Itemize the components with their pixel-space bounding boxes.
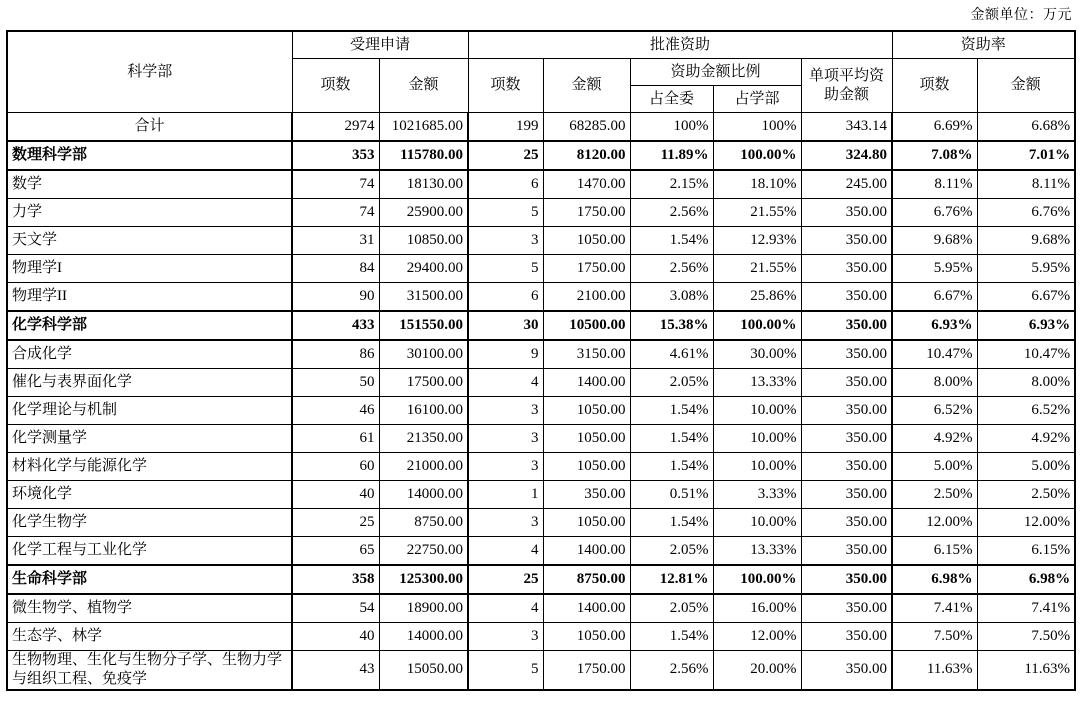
- table-row: [7, 537, 1075, 566]
- header-avg-amount: 单项平均资助金额: [801, 59, 892, 113]
- cell-value: 25: [292, 509, 379, 537]
- cell-value: 350.00: [801, 227, 892, 255]
- row-label: 力学: [7, 199, 292, 227]
- cell-value: 6: [468, 170, 543, 199]
- header-approved-amount: 金额: [543, 59, 630, 113]
- row-label: 数理科学部: [7, 141, 292, 170]
- table-row: [7, 623, 1075, 651]
- cell-value: 11.63%: [892, 651, 977, 690]
- table-row: [7, 594, 1075, 623]
- cell-value: 17500.00: [379, 369, 468, 397]
- cell-value: 2.50%: [977, 481, 1075, 509]
- cell-value: 25: [468, 141, 543, 170]
- cell-value: 5: [468, 199, 543, 227]
- cell-value: 15.38%: [630, 311, 713, 340]
- cell-value: 30100.00: [379, 340, 468, 369]
- cell-value: 350.00: [801, 565, 892, 594]
- header-ratio-group: 资助金额比例: [630, 59, 801, 86]
- cell-value: 100.00%: [713, 565, 801, 594]
- cell-value: 6.68%: [977, 113, 1075, 142]
- header-accepted-items: 项数: [292, 59, 379, 113]
- row-label: 化学科学部: [7, 311, 292, 340]
- cell-value: 115780.00: [379, 141, 468, 170]
- cell-value: 46: [292, 397, 379, 425]
- row-label: 天文学: [7, 227, 292, 255]
- table-row: [7, 283, 1075, 312]
- cell-value: 10.00%: [713, 397, 801, 425]
- row-label: 环境化学: [7, 481, 292, 509]
- cell-value: 3: [468, 425, 543, 453]
- cell-value: 6.98%: [977, 565, 1075, 594]
- cell-value: 1.54%: [630, 623, 713, 651]
- cell-value: 68285.00: [543, 113, 630, 142]
- row-label: 合成化学: [7, 340, 292, 369]
- cell-value: 40: [292, 623, 379, 651]
- cell-value: 54: [292, 594, 379, 623]
- cell-value: 2100.00: [543, 283, 630, 312]
- cell-value: 353: [292, 141, 379, 170]
- cell-value: 6.76%: [892, 199, 977, 227]
- cell-value: 1750.00: [543, 651, 630, 690]
- cell-value: 125300.00: [379, 565, 468, 594]
- cell-value: 12.00%: [892, 509, 977, 537]
- row-label: 材料化学与能源化学: [7, 453, 292, 481]
- cell-value: 2.05%: [630, 594, 713, 623]
- header-row-groups: [7, 31, 1075, 59]
- cell-value: 84: [292, 255, 379, 283]
- header-accepted-amount: 金额: [379, 59, 468, 113]
- cell-value: 65: [292, 537, 379, 566]
- table-row: [7, 453, 1075, 481]
- cell-value: 6.93%: [977, 311, 1075, 340]
- row-label: 生命科学部: [7, 565, 292, 594]
- cell-value: 4.61%: [630, 340, 713, 369]
- cell-value: 12.00%: [977, 509, 1075, 537]
- cell-value: 7.01%: [977, 141, 1075, 170]
- cell-value: 9.68%: [892, 227, 977, 255]
- cell-value: 1.54%: [630, 453, 713, 481]
- cell-value: 40: [292, 481, 379, 509]
- row-label: 化学工程与工业化学: [7, 537, 292, 566]
- cell-value: 358: [292, 565, 379, 594]
- cell-value: 22750.00: [379, 537, 468, 566]
- cell-value: 1400.00: [543, 537, 630, 566]
- cell-value: 4: [468, 537, 543, 566]
- cell-value: 433: [292, 311, 379, 340]
- cell-value: 1470.00: [543, 170, 630, 199]
- cell-value: 7.50%: [977, 623, 1075, 651]
- table-row: [7, 255, 1075, 283]
- cell-value: 1400.00: [543, 594, 630, 623]
- cell-value: 6.67%: [892, 283, 977, 312]
- header-rate-group: 资助率: [892, 31, 1075, 59]
- cell-value: 61: [292, 425, 379, 453]
- cell-value: 5: [468, 651, 543, 690]
- cell-value: 8.00%: [892, 369, 977, 397]
- header-ratio-committee: 占全委: [630, 86, 713, 113]
- table-row: [7, 651, 1075, 690]
- cell-value: 5.00%: [892, 453, 977, 481]
- cell-value: 3: [468, 623, 543, 651]
- cell-value: 2.50%: [892, 481, 977, 509]
- cell-value: 350.00: [801, 340, 892, 369]
- cell-value: 10850.00: [379, 227, 468, 255]
- cell-value: 6.52%: [892, 397, 977, 425]
- cell-value: 245.00: [801, 170, 892, 199]
- cell-value: 4: [468, 369, 543, 397]
- cell-value: 3: [468, 453, 543, 481]
- cell-value: 4: [468, 594, 543, 623]
- cell-value: 12.93%: [713, 227, 801, 255]
- table-row: [7, 425, 1075, 453]
- cell-value: 350.00: [801, 255, 892, 283]
- cell-value: 7.41%: [977, 594, 1075, 623]
- cell-value: 3: [468, 227, 543, 255]
- cell-value: 4.92%: [892, 425, 977, 453]
- cell-value: 31: [292, 227, 379, 255]
- cell-value: 350.00: [801, 623, 892, 651]
- cell-value: 25.86%: [713, 283, 801, 312]
- cell-value: 6.69%: [892, 113, 977, 142]
- cell-value: 2.05%: [630, 369, 713, 397]
- cell-value: 18.10%: [713, 170, 801, 199]
- cell-value: 21000.00: [379, 453, 468, 481]
- cell-value: 12.81%: [630, 565, 713, 594]
- table-header: [7, 31, 1075, 113]
- cell-value: 10.47%: [892, 340, 977, 369]
- table-row: [7, 481, 1075, 509]
- cell-value: 5: [468, 255, 543, 283]
- cell-value: 16100.00: [379, 397, 468, 425]
- row-label: 生物物理、生化与生物分子学、生物力学与组织工程、免疫学: [7, 651, 292, 690]
- cell-value: 350.00: [801, 651, 892, 690]
- cell-value: 11.63%: [977, 651, 1075, 690]
- cell-value: 4.92%: [977, 425, 1075, 453]
- cell-value: 9.68%: [977, 227, 1075, 255]
- cell-value: 1: [468, 481, 543, 509]
- cell-value: 5.95%: [892, 255, 977, 283]
- cell-value: 2.56%: [630, 651, 713, 690]
- cell-value: 1.54%: [630, 397, 713, 425]
- cell-value: 350.00: [801, 199, 892, 227]
- cell-value: 1050.00: [543, 623, 630, 651]
- cell-value: 1400.00: [543, 369, 630, 397]
- row-label: 化学理论与机制: [7, 397, 292, 425]
- cell-value: 10.47%: [977, 340, 1075, 369]
- cell-value: 7.08%: [892, 141, 977, 170]
- cell-value: 350.00: [801, 425, 892, 453]
- table-row: [7, 199, 1075, 227]
- cell-value: 3.33%: [713, 481, 801, 509]
- table-row: [7, 397, 1075, 425]
- cell-value: 6.15%: [892, 537, 977, 566]
- cell-value: 350.00: [801, 453, 892, 481]
- cell-value: 3.08%: [630, 283, 713, 312]
- cell-value: 343.14: [801, 113, 892, 142]
- cell-value: 1.54%: [630, 509, 713, 537]
- cell-value: 31500.00: [379, 283, 468, 312]
- cell-value: 8750.00: [379, 509, 468, 537]
- cell-value: 50: [292, 369, 379, 397]
- row-label: 合计: [7, 113, 292, 142]
- cell-value: 1050.00: [543, 453, 630, 481]
- cell-value: 1750.00: [543, 255, 630, 283]
- cell-value: 5.00%: [977, 453, 1075, 481]
- cell-value: 1.54%: [630, 425, 713, 453]
- cell-value: 350.00: [801, 397, 892, 425]
- table-body: [7, 113, 1075, 690]
- cell-value: 9: [468, 340, 543, 369]
- header-accepted-group: 受理申请: [292, 31, 468, 59]
- cell-value: 350.00: [801, 369, 892, 397]
- cell-value: 10.00%: [713, 425, 801, 453]
- cell-value: 100.00%: [713, 141, 801, 170]
- cell-value: 21350.00: [379, 425, 468, 453]
- row-label: 物理学II: [7, 283, 292, 312]
- cell-value: 25: [468, 565, 543, 594]
- cell-value: 30: [468, 311, 543, 340]
- header-ratio-department: 占学部: [713, 86, 801, 113]
- cell-value: 6: [468, 283, 543, 312]
- cell-value: 7.41%: [892, 594, 977, 623]
- cell-value: 2.56%: [630, 255, 713, 283]
- cell-value: 13.33%: [713, 369, 801, 397]
- cell-value: 6.76%: [977, 199, 1075, 227]
- row-label: 生态学、林学: [7, 623, 292, 651]
- cell-value: 3: [468, 509, 543, 537]
- cell-value: 1050.00: [543, 509, 630, 537]
- cell-value: 0.51%: [630, 481, 713, 509]
- cell-value: 21.55%: [713, 199, 801, 227]
- cell-value: 14000.00: [379, 623, 468, 651]
- header-approved-group: 批准资助: [468, 31, 892, 59]
- table-row: [7, 113, 1075, 142]
- cell-value: 6.15%: [977, 537, 1075, 566]
- cell-value: 8120.00: [543, 141, 630, 170]
- cell-value: 10500.00: [543, 311, 630, 340]
- table-row: [7, 369, 1075, 397]
- header-approved-items: 项数: [468, 59, 543, 113]
- cell-value: 1050.00: [543, 397, 630, 425]
- header-department: 科学部: [7, 31, 292, 113]
- cell-value: 8750.00: [543, 565, 630, 594]
- cell-value: 86: [292, 340, 379, 369]
- cell-value: 10.00%: [713, 453, 801, 481]
- table-row: [7, 227, 1075, 255]
- cell-value: 350.00: [801, 481, 892, 509]
- row-label: 化学生物学: [7, 509, 292, 537]
- cell-value: 1021685.00: [379, 113, 468, 142]
- cell-value: 2.05%: [630, 537, 713, 566]
- cell-value: 8.11%: [977, 170, 1075, 199]
- cell-value: 16.00%: [713, 594, 801, 623]
- funding-statistics-table: [6, 30, 1076, 691]
- row-label: 催化与表界面化学: [7, 369, 292, 397]
- cell-value: 12.00%: [713, 623, 801, 651]
- cell-value: 15050.00: [379, 651, 468, 690]
- cell-value: 100.00%: [713, 311, 801, 340]
- cell-value: 350.00: [801, 594, 892, 623]
- cell-value: 324.80: [801, 141, 892, 170]
- table-row: [7, 311, 1075, 340]
- cell-value: 8.00%: [977, 369, 1075, 397]
- cell-value: 30.00%: [713, 340, 801, 369]
- cell-value: 21.55%: [713, 255, 801, 283]
- amount-unit-note: 金额单位：万元: [970, 8, 1072, 23]
- cell-value: 25900.00: [379, 199, 468, 227]
- cell-value: 10.00%: [713, 509, 801, 537]
- cell-value: 6.93%: [892, 311, 977, 340]
- row-label: 物理学I: [7, 255, 292, 283]
- cell-value: 1050.00: [543, 425, 630, 453]
- row-label: 化学测量学: [7, 425, 292, 453]
- cell-value: 100%: [713, 113, 801, 142]
- cell-value: 350.00: [801, 537, 892, 566]
- header-rate-items: 项数: [892, 59, 977, 113]
- cell-value: 3150.00: [543, 340, 630, 369]
- table-row: [7, 340, 1075, 369]
- cell-value: 6.52%: [977, 397, 1075, 425]
- cell-value: 14000.00: [379, 481, 468, 509]
- cell-value: 6.67%: [977, 283, 1075, 312]
- cell-value: 74: [292, 199, 379, 227]
- cell-value: 6.98%: [892, 565, 977, 594]
- cell-value: 18130.00: [379, 170, 468, 199]
- cell-value: 2.56%: [630, 199, 713, 227]
- cell-value: 350.00: [801, 509, 892, 537]
- cell-value: 1750.00: [543, 199, 630, 227]
- cell-value: 2974: [292, 113, 379, 142]
- cell-value: 43: [292, 651, 379, 690]
- cell-value: 8.11%: [892, 170, 977, 199]
- table-row: [7, 170, 1075, 199]
- cell-value: 7.50%: [892, 623, 977, 651]
- header-rate-amount: 金额: [977, 59, 1075, 113]
- row-label: 数学: [7, 170, 292, 199]
- cell-value: 11.89%: [630, 141, 713, 170]
- cell-value: 100%: [630, 113, 713, 142]
- cell-value: 90: [292, 283, 379, 312]
- cell-value: 1050.00: [543, 227, 630, 255]
- cell-value: 74: [292, 170, 379, 199]
- cell-value: 29400.00: [379, 255, 468, 283]
- cell-value: 2.15%: [630, 170, 713, 199]
- cell-value: 1.54%: [630, 227, 713, 255]
- table-row: [7, 141, 1075, 170]
- cell-value: 5.95%: [977, 255, 1075, 283]
- cell-value: 20.00%: [713, 651, 801, 690]
- cell-value: 350.00: [801, 311, 892, 340]
- table-row: [7, 509, 1075, 537]
- row-label: 微生物学、植物学: [7, 594, 292, 623]
- cell-value: 60: [292, 453, 379, 481]
- cell-value: 3: [468, 397, 543, 425]
- table-row: [7, 565, 1075, 594]
- cell-value: 199: [468, 113, 543, 142]
- cell-value: 18900.00: [379, 594, 468, 623]
- cell-value: 13.33%: [713, 537, 801, 566]
- cell-value: 151550.00: [379, 311, 468, 340]
- cell-value: 350.00: [543, 481, 630, 509]
- cell-value: 350.00: [801, 283, 892, 312]
